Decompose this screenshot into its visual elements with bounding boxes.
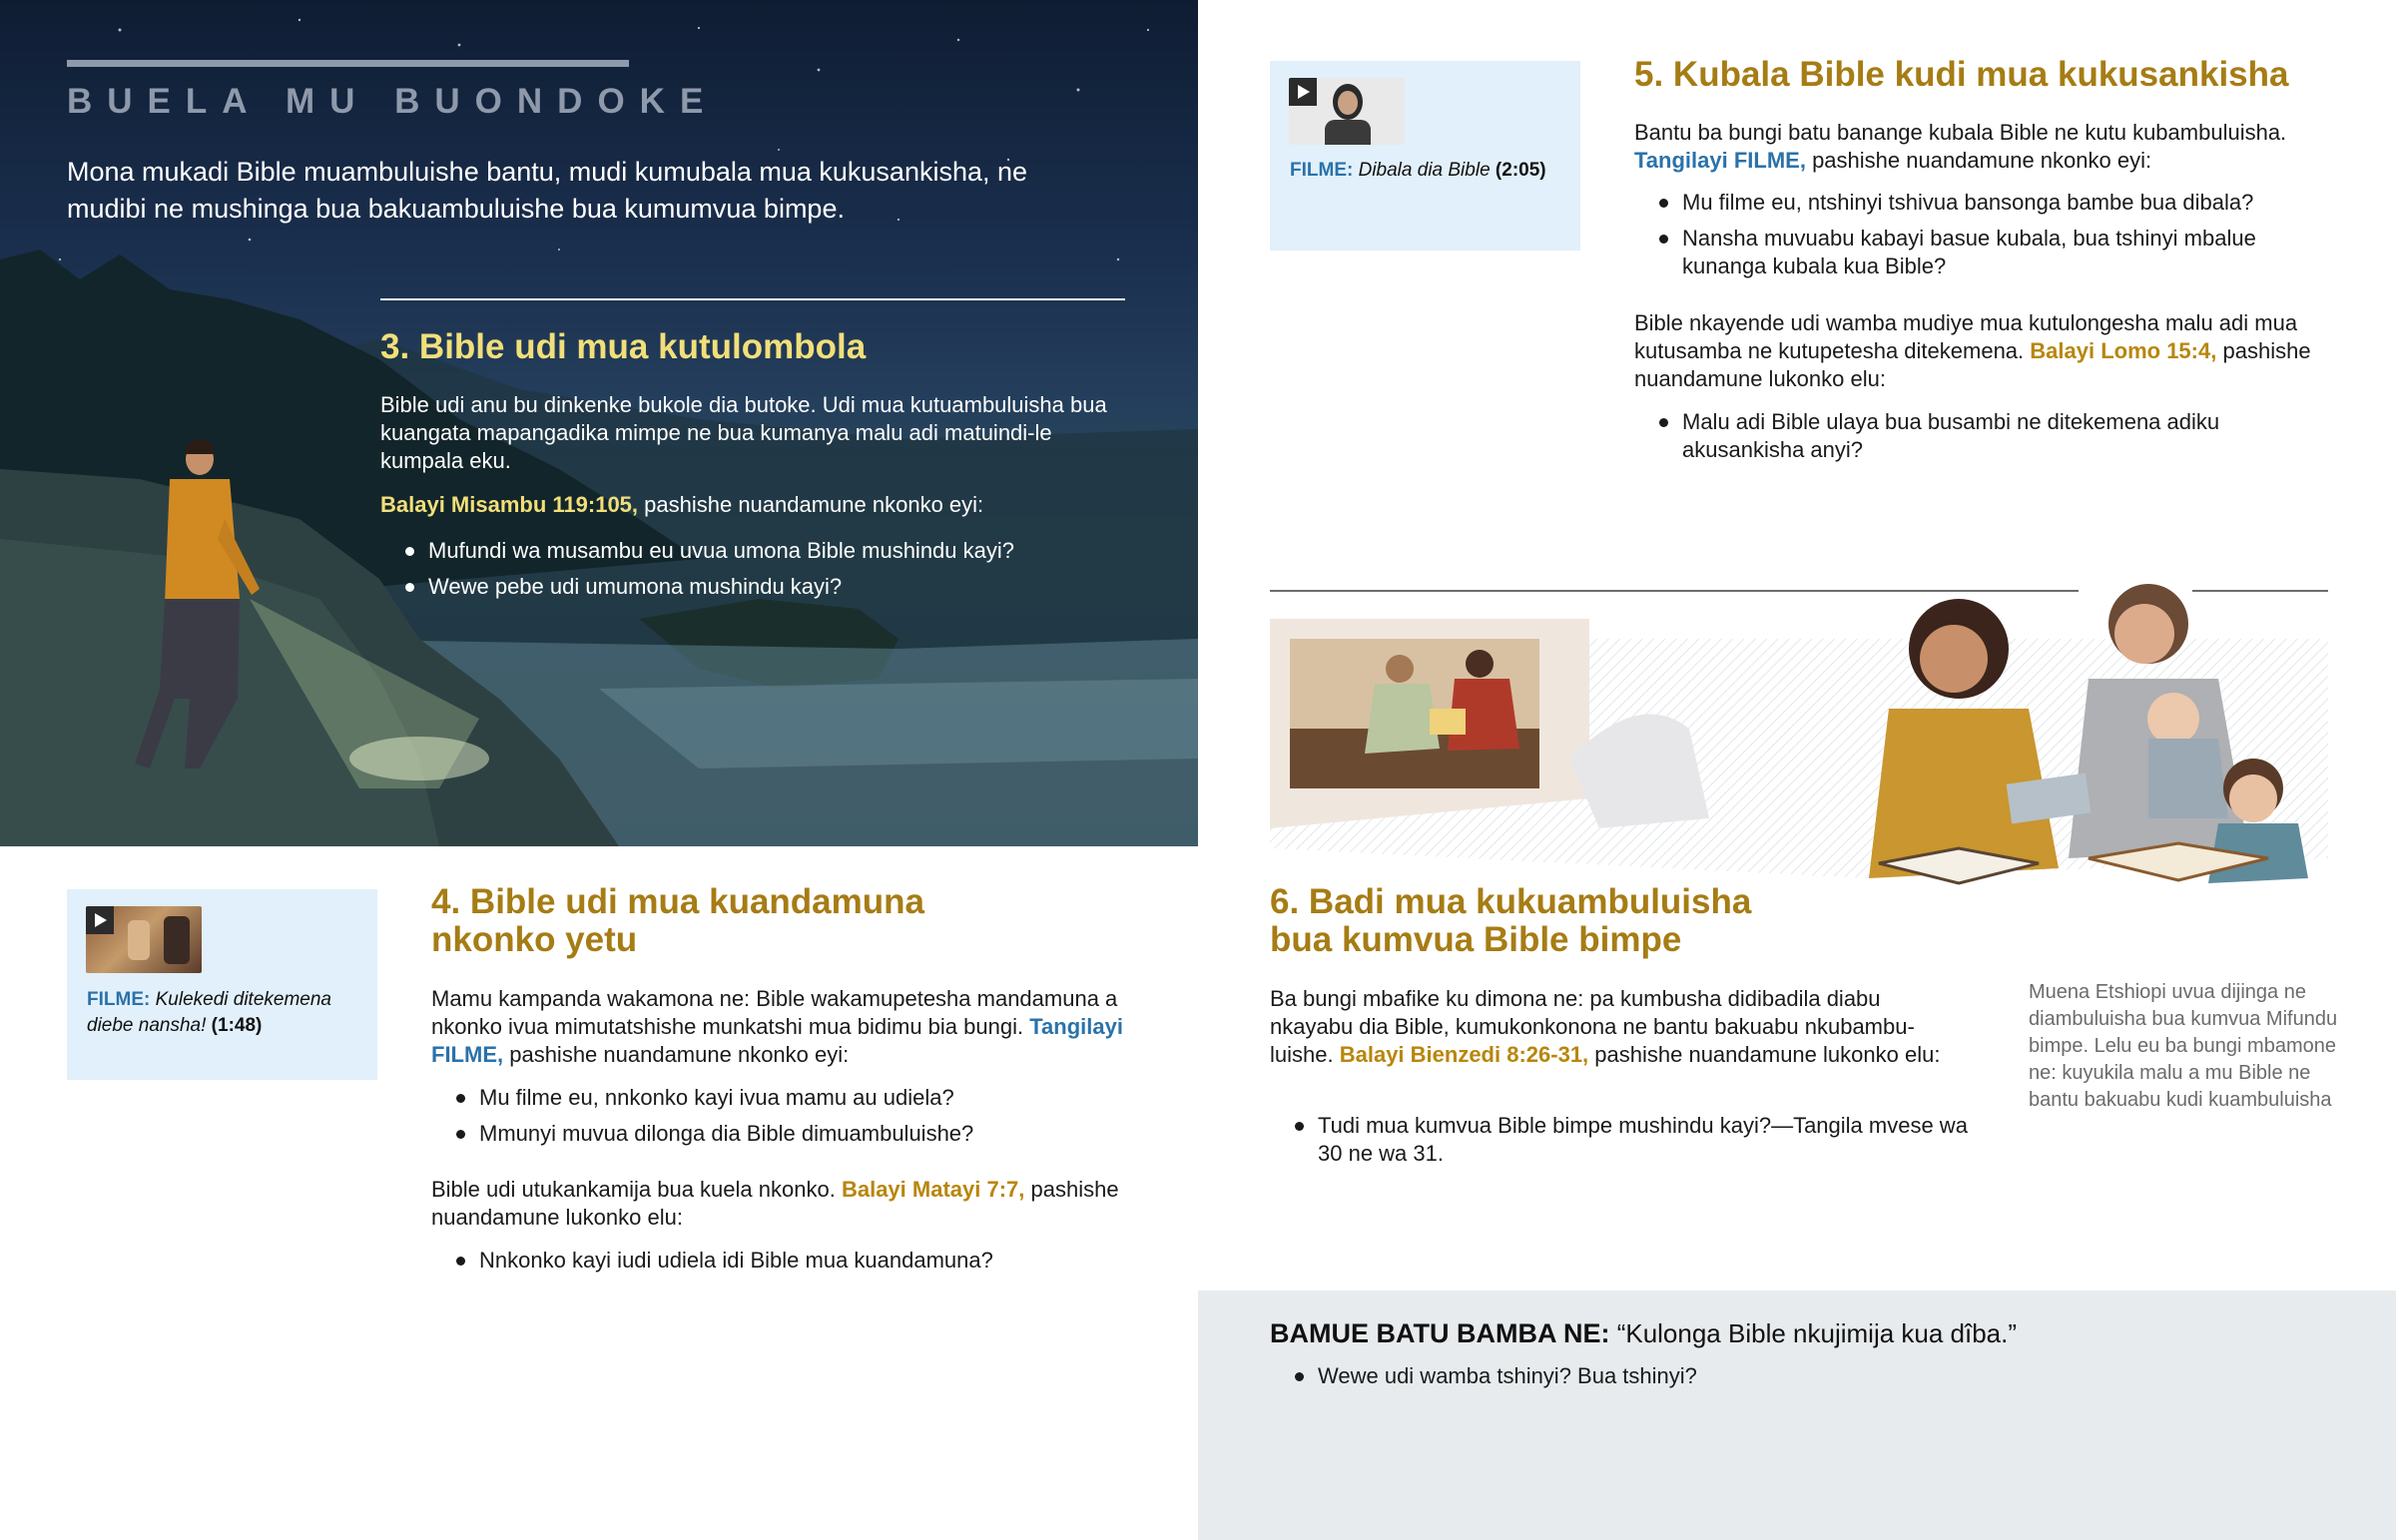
section5-body2: Bible nkayende udi wamba mudiye mua kutulongesha malu adi mua kutusamba ne kutupetesha ditekemena. Balayi Lomo 15:4, pashishe nuandamune lukonko elu: xyxy=(1634,310,2311,391)
list-item: Tudi mua kumvua Bible bimpe mushindu kayi?—Tangila mvese wa 30 ne wa 31. xyxy=(1270,1112,1969,1168)
section6-body: Ba bungi mbafike ku dimona ne: pa kumbusha didibadila diabu nkayabu dia Bible, kumukonkonona ne bantu bakuabu nkubambu-luishe. Balayi Bienzedi 8:26-31, pashishe nuandamune lukonko elu: xyxy=(1270,986,1941,1067)
section3-body: Bible udi anu bu dinkenke bukole dia butoke. Udi mua kutuambuluisha bua kuangata mapangadika mimpe ne bua kumanya malu adi matuindi-le kumpala eku. xyxy=(380,392,1107,473)
section6-title: 6. Badi mua kukuambuluisha bua kumvua Bible bimpe xyxy=(1270,882,1752,959)
section3-title: 3. Bible udi mua kutulombola xyxy=(380,327,867,366)
video-caption: FILME: Kulekedi ditekemena diebe nansha! (1:48) xyxy=(87,989,331,1036)
video-box-section4[interactable] xyxy=(67,889,377,1080)
intro-text: Mona mukadi Bible muambuluishe bantu, mudi kumubala mua kukusankisha, ne mudibi ne mushinga bua bakuambuluishe bua kumumvua bimpe. xyxy=(67,157,1028,224)
list-item: Mu filme eu, ntshinyi tshivua bansonga bambe bua dibala? xyxy=(1634,189,2333,217)
kicker-rule xyxy=(67,60,629,67)
illustration-caption: Muena Etshiopi uvua dijinga ne diambuluisha bua kumvua Mifundu bimpe. Lelu eu ba bungi mbamone ne: kuyukila malu a mu Bible ne bantu bakuabu kudi kuambuluisha xyxy=(2029,981,2338,1111)
video-thumbnail[interactable] xyxy=(1289,78,1405,145)
play-icon[interactable] xyxy=(1289,78,1317,106)
list-item: Nnkonko kayi iudi udiela idi Bible mua kuandamuna? xyxy=(431,1247,1130,1275)
section4-scripture-link[interactable]: Balayi Matayi 7:7, xyxy=(841,1177,1025,1202)
hero-panel xyxy=(0,0,1198,846)
section4-body: Mamu kampanda wakamona ne: Bible wakamupetesha mandamuna a nkonko ivua mimutatshishe munkatshi mua bidimu bia bungi. Tangilayi FILME, pashishe nuandamune nkonko eyi: xyxy=(431,986,1123,1067)
video-box-section5[interactable] xyxy=(1270,61,1580,251)
list-item: Malu adi Bible ulaya bua busambi ne ditekemena adiku akusankisha anyi? xyxy=(1634,408,2333,464)
section-kicker: BUELA MU BUONDOKE xyxy=(67,82,719,121)
section3-reference-line: Balayi Misambu 119:105, pashishe nuandamune nkonko eyi: xyxy=(380,492,984,517)
list-item: Mmunyi muvua dilonga dia Bible dimuambuluishe? xyxy=(431,1120,1130,1148)
section4-questions2 xyxy=(431,1247,1130,1283)
list-item: Mu filme eu, nnkonko kayi ivua mamu au udiela? xyxy=(431,1084,1130,1112)
video-caption: FILME: Dibala dia Bible (2:05) xyxy=(1290,160,1546,181)
section5-questions xyxy=(1634,189,2333,288)
section4-title: 4. Bible udi mua kuandamuna nkonko yetu xyxy=(431,882,924,959)
some-people-say-quote: BAMUE BATU BAMBA NE: “Kulonga Bible nkujimija kua dîba.” xyxy=(1270,1318,2018,1348)
watch-video-link[interactable]: Tangilayi FILME, xyxy=(431,1014,1123,1067)
section3-questions xyxy=(380,533,1014,605)
section5-questions2 xyxy=(1634,408,2333,472)
section5-scripture-link[interactable]: Balayi Lomo 15:4, xyxy=(2030,338,2217,363)
list-item: Nansha muvuabu kabayi basue kubala, bua tshinyi mbalue kunanga kubala kua Bible? xyxy=(1634,225,2333,280)
section5-body: Bantu ba bungi batu banange kubala Bible ne kutu kubambuluisha. Tangilayi FILME, pashishe nuandamune nkonko eyi: xyxy=(1634,120,2287,173)
list-item: Wewe udi wamba tshinyi? Bua tshinyi? xyxy=(1270,1362,1697,1390)
list-item: Mufundi wa musambu eu uvua umona Bible mushindu kayi? xyxy=(380,533,1014,569)
list-item: Wewe pebe udi umumona mushindu kayi? xyxy=(380,569,1014,605)
section3-scripture-link[interactable]: Balayi Misambu 119:105, xyxy=(380,492,639,517)
section5-title: 5. Kubala Bible kudi mua kukusankisha xyxy=(1634,55,2289,94)
play-icon[interactable] xyxy=(86,906,114,934)
section6-questions xyxy=(1270,1112,1969,1176)
some-people-say-box xyxy=(1198,1290,2396,1540)
section4-body2: Bible udi utukankamija bua kuela nkonko. Balayi Matayi 7:7, pashishe nuandamune lukonko elu: xyxy=(431,1177,1119,1230)
section6-scripture-link[interactable]: Balayi Bienzedi 8:26-31, xyxy=(1339,1042,1589,1067)
section4-questions xyxy=(431,1084,1130,1156)
some-people-say-questions xyxy=(1270,1362,1697,1398)
bible-study-illustration xyxy=(1270,559,2328,918)
video-thumbnail[interactable] xyxy=(86,906,202,973)
section3-rule xyxy=(380,298,1125,300)
watch-video-link[interactable]: Tangilayi FILME, xyxy=(1634,148,1806,173)
